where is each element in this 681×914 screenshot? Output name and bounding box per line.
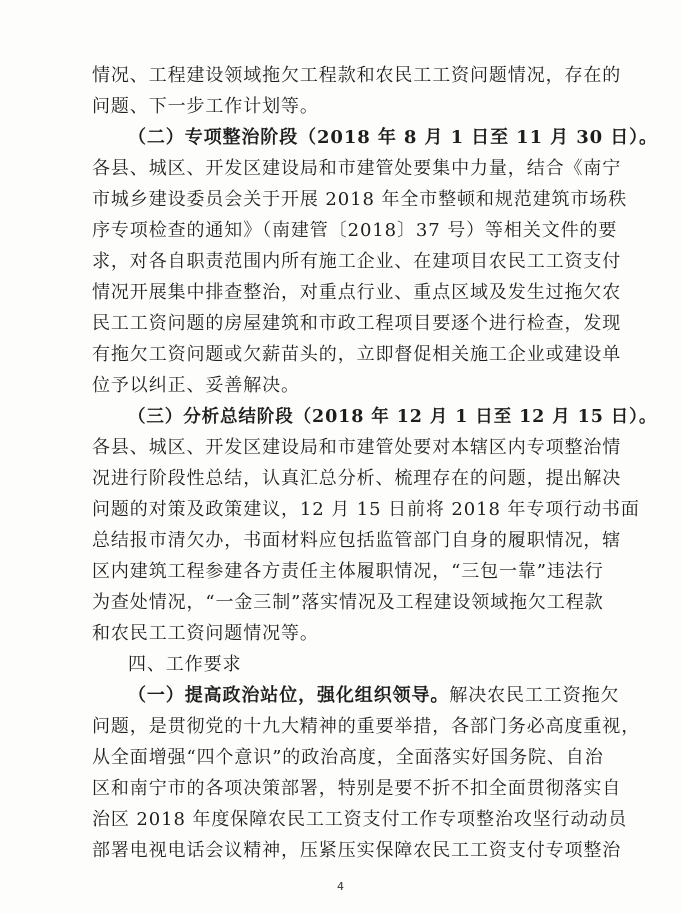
text-line: 求，对各自职责范围内所有施工企业、在建项目农民工工资支付: [92, 251, 622, 272]
text-line: 问题的对策及政策建议，12 月 15 日前将 2018 年专项行动书面: [92, 499, 640, 520]
text-line: 市城乡建设委员会关于开展 2018 年全市整顿和规范建筑市场秩: [92, 189, 628, 210]
text-line: 情况、工程建设领域拖欠工程款和农民工工资问题情况，存在的: [92, 65, 622, 86]
subsection-lead-tail: 解决农民工工资拖欠: [449, 685, 620, 706]
text-line: 区内建筑工程参建各方责任主体履职情况，“三包一靠”违法行: [92, 561, 604, 582]
text-line: 为查处情况，“一金三制”落实情况及工程建设领域拖欠工程款: [92, 592, 604, 613]
section-heading-3: （三）分析总结阶段（2018 年 12 月 1 日至 12 月 15 日）。: [128, 407, 658, 427]
section-heading-2: （二）专项整治阶段（2018 年 8 月 1 日至 11 月 30 日）。: [128, 127, 658, 148]
text-line: 问题、下一步工作计划等。: [92, 96, 319, 117]
subsection-line: [128, 684, 619, 708]
text-line: 有拖欠工资问题或欠薪苗头的，立即督促相关施工企业或建设单: [92, 344, 622, 365]
text-line: 问题，是贯彻党的十九大精神的重要举措，各部门务必高度重视，: [92, 716, 641, 737]
text-line: 从全面增强“四个意识”的政治高度，全面落实好国务院、自治: [92, 747, 604, 768]
text-line: 民工工资问题的房屋建筑和市政工程项目要逐个进行检查，发现: [92, 313, 622, 334]
text-line: 区和南宁市的各项决策部署，特别是要不折不扣全面贯彻落实自: [92, 778, 622, 799]
section-heading-4: 四、工作要求: [128, 654, 242, 675]
text-line: 部署电视电话会议精神，压紧压实保障农民工工资支付专项整治: [92, 840, 622, 861]
subsection-heading-1: （一）提高政治站位，强化组织领导。: [128, 685, 450, 706]
text-line: 各县、城区、开发区建设局和市建管处要集中力量，结合《南宁: [92, 158, 622, 179]
text-line: 况进行阶段性总结，认真汇总分析、梳理存在的问题，提出解决: [92, 468, 622, 489]
text-line: 序专项检查的通知》（南建管〔2018〕37 号）等相关文件的要: [92, 220, 618, 241]
text-line: 治区 2018 年度保障农民工工资支付工作专项整治攻坚行动动员: [92, 809, 628, 830]
text-line: 总结报市清欠办，书面材料应包括监管部门自身的履职情况，辖: [92, 530, 622, 551]
text-line: 和农民工工资问题情况等。: [92, 623, 319, 644]
text-line: 情况开展集中排查整治，对重点行业、重点区域及发生过拖欠农: [92, 282, 622, 303]
text-line: 各县、城区、开发区建设局和市建管处要对本辖区内专项整治情: [92, 437, 622, 458]
page-number: 4: [337, 880, 344, 893]
text-line: 位予以纠正、妥善解决。: [92, 375, 300, 396]
